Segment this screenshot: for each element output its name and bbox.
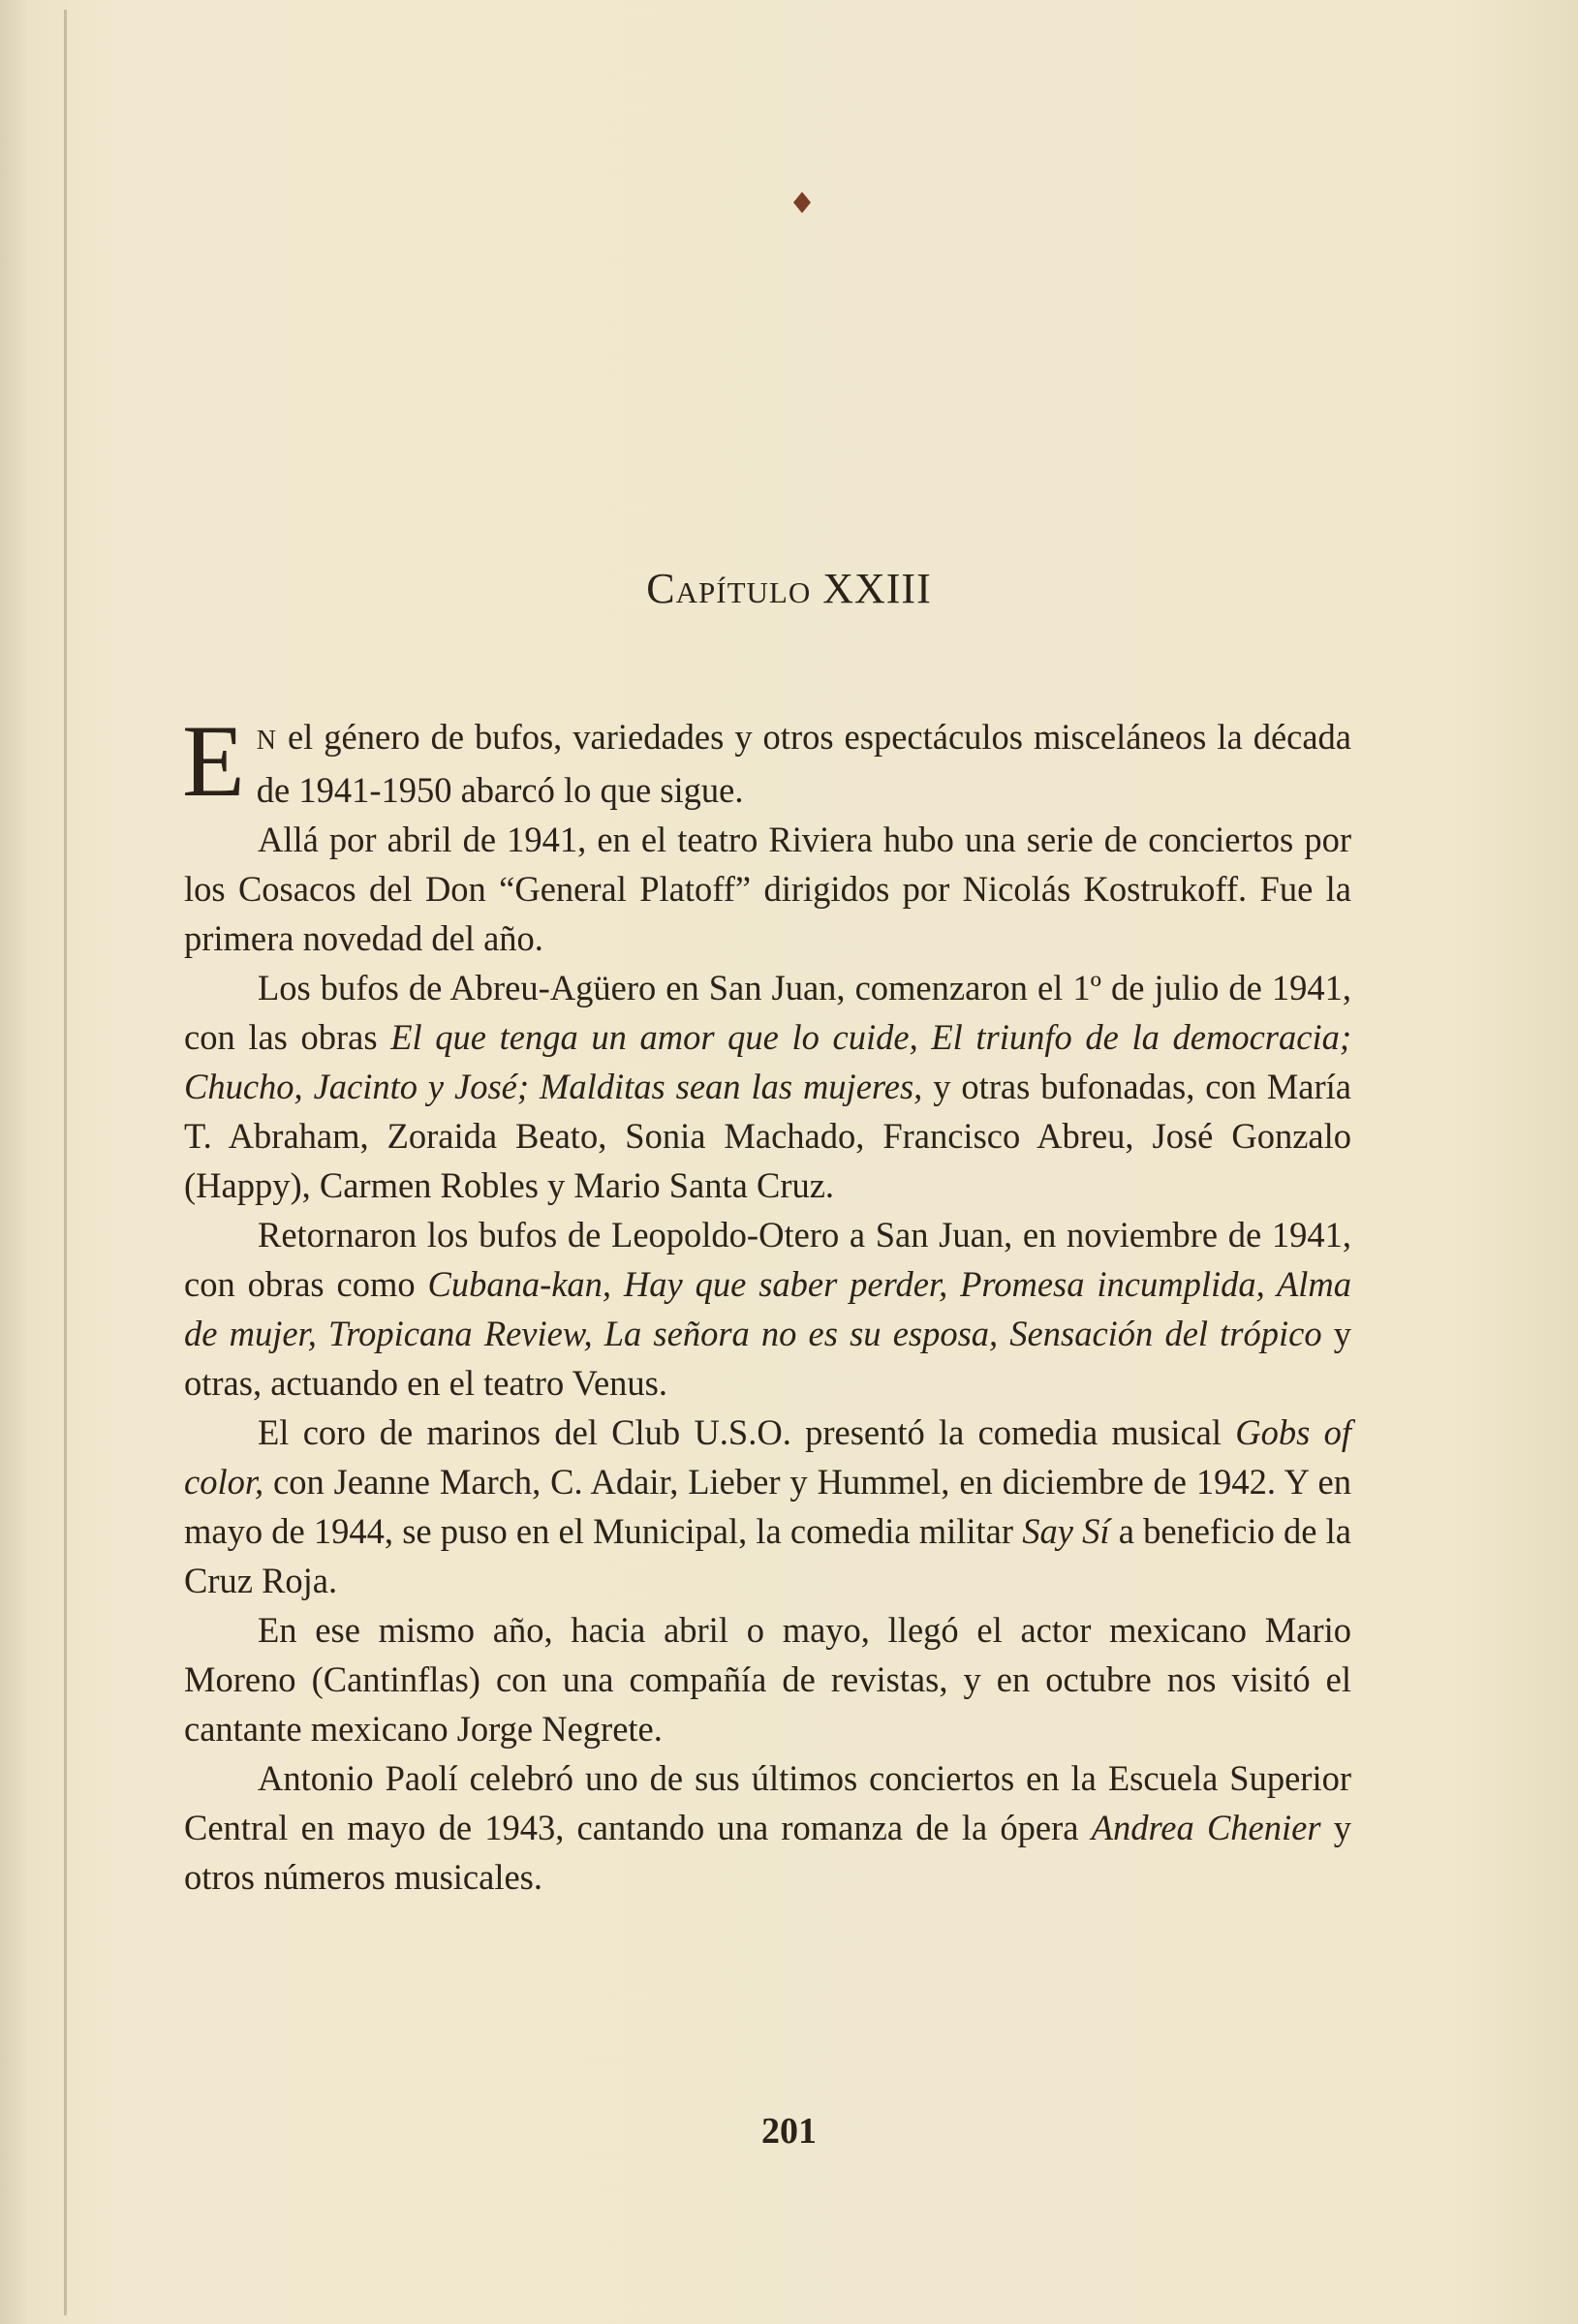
chapter-title [0,564,1578,613]
chapter-numeral: XXIII [822,565,932,612]
paragraph-5-italic-title-1: Gobs of color, [184,1412,1351,1502]
page-number: 201 [761,2111,817,2152]
paragraph-4-text-b: y otras, actuando en el teatro Venus. [184,1314,1351,1403]
paragraph-1-text: el género de bufos, variedades y otros espectáculos misceláneos la década de 1941-1950 abarcó lo que sigue. [256,717,1351,810]
paragraph-1 [182,704,1351,818]
paragraph-4 [184,1210,1351,1408]
paragraph-2: Allá por abril de 1941, en el teatro Riviera hubo una serie de conciertos por los Cosacos del Don “General Platoff” dirigidos por Nicolás Kostrukoff. Fue la primera novedad del año. [184,820,1351,958]
paragraph-5-text-b: con Jeanne March, C. Adair, Lieber y Hummel, en diciembre de 1942. Y en mayo de 1944, se puso en el Municipal, la comedia militar [184,1462,1351,1551]
paragraph-7-text-b: y otros números musicales. [184,1808,1351,1897]
paragraph-4-italic-titles: Cubana-kan, Hay que saber perder, Promesa incumplida, Alma de mujer, Tropicana Review, La señora no es su esposa, Sensación del trópico [184,1264,1351,1353]
paragraph-5-italic-title-2: Say Sí [1022,1511,1110,1551]
drop-cap: E [182,704,245,818]
diamond-ornament-icon [789,190,815,215]
paragraph-3 [184,963,1351,1210]
paragraph-3-text-b: y otras bufonadas, con María T. Abraham, Zoraida Beato, Sonia Machado, Francisco Abreu, José Gonzalo (Happy), Carmen Robles y Mario Santa Cruz. [184,1067,1351,1205]
paragraph-7-italic-title: Andrea Chenier [1091,1808,1321,1847]
paragraph-3-italic-titles: El que tenga un amor que lo cuide, El triunfo de la democracia; Chucho, Jacinto y José; Malditas sean las mujeres, [184,1017,1351,1106]
page-gutter-line [64,10,67,2315]
paragraph-7-text-a: Antonio Paolí celebró uno de sus últimos conciertos en la Escuela Superior Central en mayo de 1943, cantando una romanza de la ópera [184,1758,1351,1847]
paragraph-5-text-c: a beneficio de la Cruz Roja. [184,1511,1352,1600]
paragraph-3-text-a: Los bufos de Abreu-Agüero en San Juan, comenzaron el 1º de julio de 1941, con las obras [184,968,1351,1057]
paragraph-5-text-a: El coro de marinos del Club U.S.O. presentó la comedia musical [258,1412,1236,1452]
paragraph-7 [184,1753,1351,1902]
body-text [182,704,1352,1902]
paragraph-5 [184,1408,1351,1605]
paragraph-6: En ese mismo año, hacia abril o mayo, llegó el actor mexicano Mario Moreno (Cantinflas) con una compañía de revistas, y en octubre nos visitó el cantante mexicano Jorge Negrete. [184,1610,1351,1749]
paragraph-4-text-a: Retornaron los bufos de Leopoldo-Otero a San Juan, en noviembre de 1941, con obras como [184,1215,1351,1304]
lead-small-caps: N [256,726,277,756]
chapter-word: Capítulo [646,565,812,612]
